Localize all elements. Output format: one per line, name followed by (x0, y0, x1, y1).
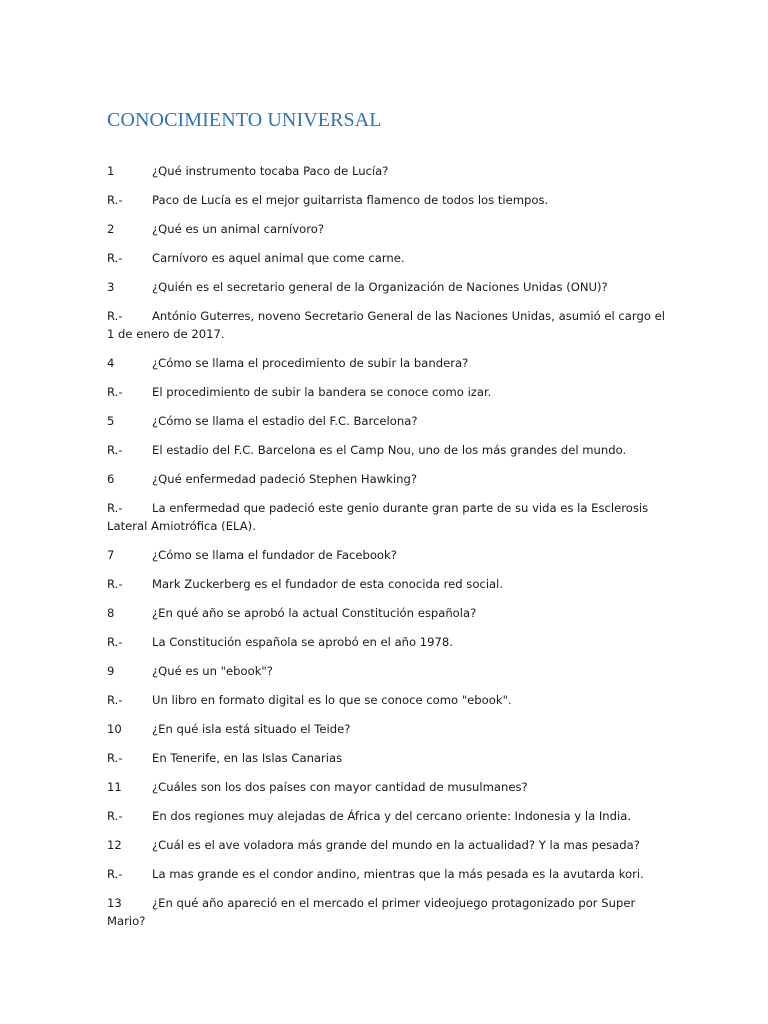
answer-marker: R.- (107, 693, 123, 707)
question-text: ¿Cómo se llama el fundador de Facebook? (152, 548, 397, 562)
answer-marker: R.- (107, 501, 123, 515)
question-text: ¿Cuáles son los dos países con mayor cantidad de musulmanes? (152, 780, 528, 794)
question-row (107, 720, 667, 738)
answer-text: António Guterres, noveno Secretario General de las Naciones Unidas, asumió el cargo el 1 de enero de 2017. (107, 309, 665, 341)
question-row (107, 354, 667, 372)
answer-text: El procedimiento de subir la bandera se conoce como izar. (152, 385, 492, 399)
question-row (107, 894, 667, 930)
question-number: 9 (107, 664, 115, 678)
answer-row (107, 383, 667, 401)
question-number: 12 (107, 838, 122, 852)
answer-marker: R.- (107, 385, 123, 399)
answer-text: Un libro en formato digital es lo que se conoce como "ebook". (152, 693, 512, 707)
answer-text: La Constitución española se aprobó en el año 1978. (152, 635, 453, 649)
answer-row (107, 691, 667, 709)
question-row (107, 220, 667, 238)
answer-marker: R.- (107, 443, 123, 457)
answer-text: El estadio del F.C. Barcelona es el Camp Nou, uno de los más grandes del mundo. (152, 443, 627, 457)
answer-row (107, 191, 667, 209)
question-text: ¿Cómo se llama el procedimiento de subir la bandera? (152, 356, 469, 370)
question-answer-list (107, 162, 667, 941)
answer-marker: R.- (107, 809, 123, 823)
question-text: ¿Cuál es el ave voladora más grande del mundo en la actualidad? Y la mas pesada? (152, 838, 640, 852)
answer-text: En dos regiones muy alejadas de África y del cercano oriente: Indonesia y la India. (152, 809, 632, 823)
question-number: 13 (107, 896, 122, 910)
answer-text: Paco de Lucía es el mejor guitarrista flamenco de todos los tiempos. (152, 193, 549, 207)
answer-marker: R.- (107, 751, 123, 765)
answer-text: La mas grande es el condor andino, mientras que la más pesada es la avutarda kori. (152, 867, 644, 881)
question-number: 2 (107, 222, 115, 236)
question-text: ¿En qué isla está situado el Teide? (152, 722, 351, 736)
answer-marker: R.- (107, 251, 123, 265)
question-row (107, 662, 667, 680)
answer-row (107, 499, 667, 535)
question-text: ¿Quién es el secretario general de la Organización de Naciones Unidas (ONU)? (152, 280, 608, 294)
question-row (107, 836, 667, 854)
question-number: 7 (107, 548, 115, 562)
answer-text: Mark Zuckerberg es el fundador de esta conocida red social. (152, 577, 504, 591)
question-text: ¿Qué es un animal carnívoro? (152, 222, 324, 236)
question-number: 3 (107, 280, 115, 294)
document-title: CONOCIMIENTO UNIVERSAL (107, 109, 382, 131)
answer-marker: R.- (107, 193, 123, 207)
answer-row (107, 441, 667, 459)
answer-row (107, 807, 667, 825)
answer-text: En Tenerife, en las Islas Canarias (152, 751, 343, 765)
question-row (107, 778, 667, 796)
question-row (107, 470, 667, 488)
answer-row (107, 865, 667, 883)
question-number: 8 (107, 606, 115, 620)
question-row (107, 278, 667, 296)
question-number: 10 (107, 722, 122, 736)
answer-marker: R.- (107, 635, 123, 649)
answer-row (107, 307, 667, 343)
answer-row (107, 249, 667, 267)
question-text: ¿Qué instrumento tocaba Paco de Lucía? (152, 164, 389, 178)
answer-marker: R.- (107, 309, 123, 323)
question-number: 5 (107, 414, 115, 428)
question-row (107, 604, 667, 622)
question-number: 11 (107, 780, 122, 794)
answer-row (107, 575, 667, 593)
question-text: ¿Cómo se llama el estadio del F.C. Barcelona? (152, 414, 418, 428)
answer-text: Carnívoro es aquel animal que come carne. (152, 251, 405, 265)
question-text: ¿Qué es un "ebook"? (152, 664, 273, 678)
question-number: 1 (107, 164, 115, 178)
answer-text: La enfermedad que padeció este genio durante gran parte de su vida es la Esclerosis Lateral Amiotrófica (ELA). (107, 501, 649, 533)
question-text: ¿En qué año se aprobó la actual Constitución española? (152, 606, 477, 620)
answer-marker: R.- (107, 577, 123, 591)
question-row (107, 162, 667, 180)
question-number: 4 (107, 356, 115, 370)
question-text: ¿Qué enfermedad padeció Stephen Hawking? (152, 472, 417, 486)
answer-marker: R.- (107, 867, 123, 881)
question-row (107, 412, 667, 430)
question-text: ¿En qué año apareció en el mercado el primer videojuego protagonizado por Super Mario? (107, 896, 636, 928)
answer-row (107, 749, 667, 767)
answer-row (107, 633, 667, 651)
question-number: 6 (107, 472, 115, 486)
question-row (107, 546, 667, 564)
